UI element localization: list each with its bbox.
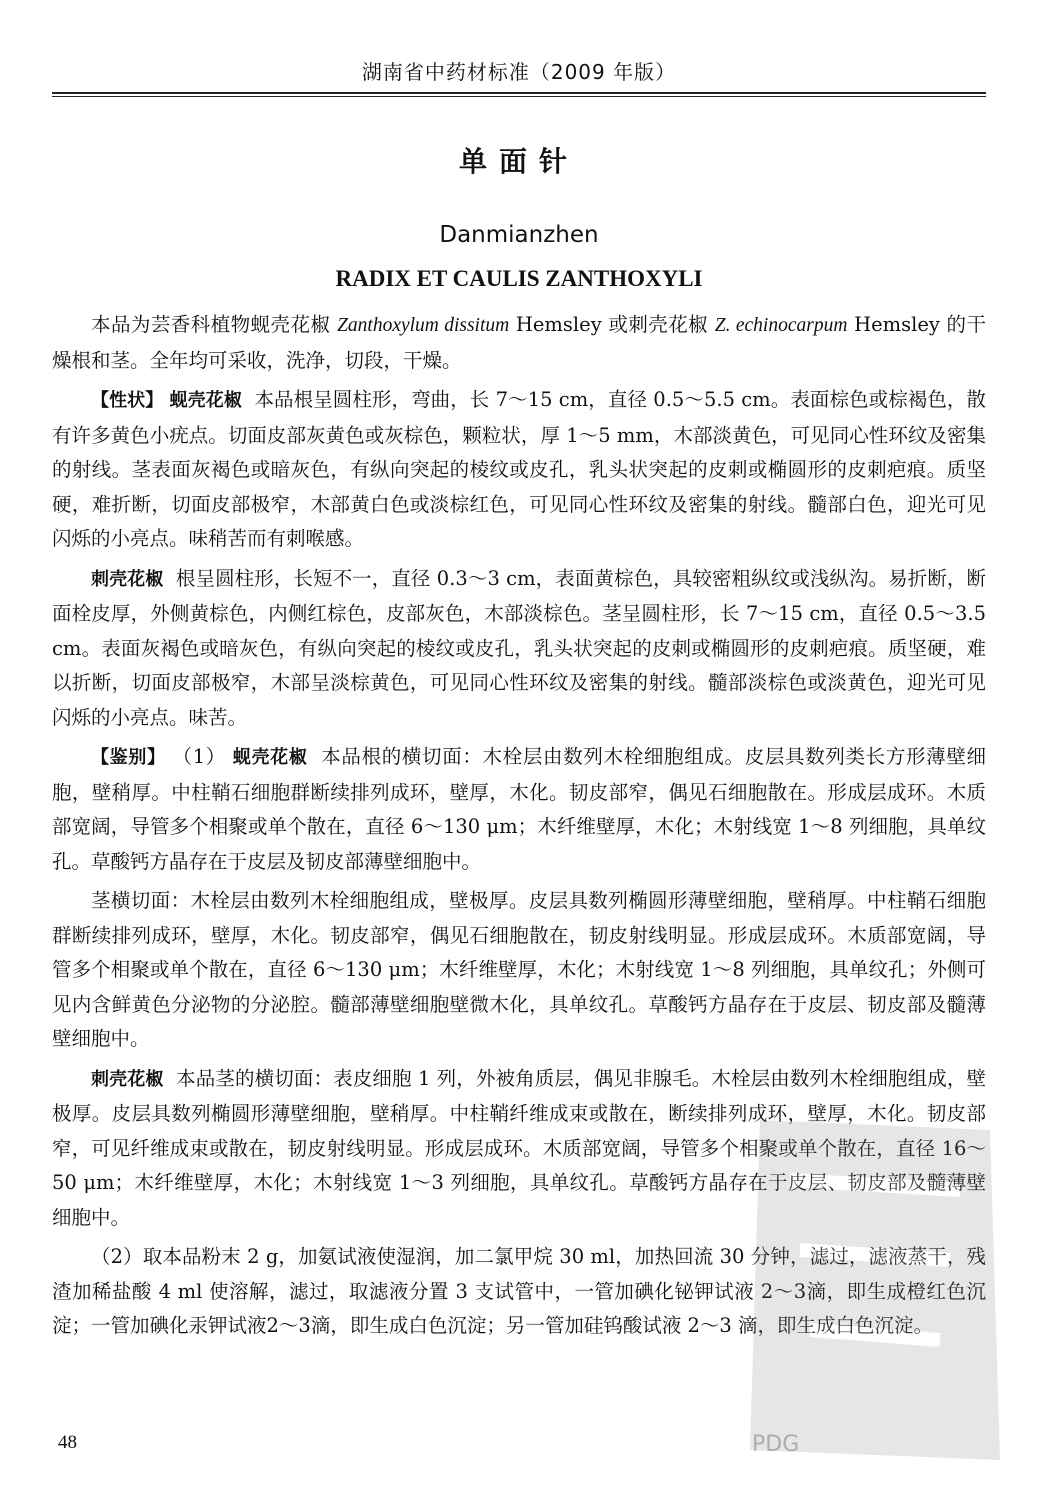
description-paragraph-2 xyxy=(52,562,986,736)
section-label-identification: 【鉴别】 xyxy=(91,747,166,768)
species-label-2: 刺壳花椒 xyxy=(91,568,164,590)
identification-paragraph-1 xyxy=(52,740,986,879)
species-label-1: 蚬壳花椒 xyxy=(169,390,242,411)
species2-section-text: 本品茎的横切面：表皮细胞 1 列，外被角质层，偶见非腺毛。木栓层由数列木栓细胞组成，壁极厚。皮层具数列椭圆形薄壁细胞，壁稍厚。中柱鞘纤维成束或散在，断续排列成环，壁厚，木化。韧皮部窄，可见纤维成束或散在，韧皮射线明显。形成层成环。木质部宽阔，导管多个相聚或单个散在，直径 16～50 μm；木纤维壁厚，木化；木射线宽 1～3 列细胞，具单纹孔。草酸钙方晶存在于皮层、韧皮部及髓薄壁细胞中。 xyxy=(52,1066,987,1229)
intro-text-a: 本品为芸香科植物蚬壳花椒 xyxy=(91,313,331,336)
description-paragraph-1 xyxy=(52,383,986,557)
root-section-text: 本品根的横切面：木栓层由数列木栓细胞组成。皮层具数列类长方形薄壁细胞，壁稍厚。中柱鞘石细胞群断续排列成环，壁厚，木化。韧皮部窄，偶见石细胞散在。形成层成环。木质部宽阔，导管多个相聚或单个散在，直径 6～130 μm；木纤维壁厚，木化；木射线宽 1～8 列细胞，具单纹孔。草酸钙方晶存在于皮层及韧皮部薄壁细胞中。 xyxy=(52,745,987,873)
latin-name: RADIX ET CAULIS ZANTHOXYLI xyxy=(335,266,703,291)
species-name-1: Zanthoxylum dissitum xyxy=(337,315,510,336)
item-number-1: （1） xyxy=(172,745,226,768)
description-text-2: 根呈圆柱形，长短不一，直径 0.3～3 cm，表面黄棕色，具较密粗纵纹或浅纵沟。易折断，断面栓皮厚，外侧黄棕色，内侧红棕色，皮部灰色，木部淡棕色。茎呈圆柱形，长 7～15 cm，直径 0.5～3.5 cm。表面灰褐色或暗灰色，有纵向突起的棱纹或皮孔，乳头状突起的皮刺或椭圆形的皮刺疤痕。质坚硬，难以折断，切面皮部极窄，木部呈淡棕黄色，可见同心性环纹及密集的射线。髓部淡棕色或淡黄色，迎光可见闪烁的小亮点。味苦。 xyxy=(52,566,987,729)
watermark-text: PDG xyxy=(752,1432,800,1457)
intro-paragraph xyxy=(52,308,986,378)
pinyin-name: Danmianzhen xyxy=(439,222,599,248)
identification-paragraph-2 xyxy=(52,884,986,1057)
identification-species-label-2: 刺壳花椒 xyxy=(91,1068,164,1090)
description-text-1: 本品根呈圆柱形，弯曲，长 7～15 cm，直径 0.5～5.5 cm。表面棕色或棕褐色，散有许多黄色小疣点。切面皮部灰黄色或灰棕色，颗粒状，厚 1～5 mm，木部淡黄色，可见同心性环纹及密集的射线。茎表面灰褐色或暗灰色，有纵向突起的棱纹或皮孔，乳头状突起的皮刺或椭圆形的皮刺疤痕。质坚硬，难折断，切面皮部极窄，木部黄白色或淡棕红色，可见同心性环纹及密集的射线。髓部白色，迎光可见闪烁的小亮点。味稍苦而有刺喉感。 xyxy=(52,388,987,550)
species-name-2: Z. echinocarpum xyxy=(714,315,848,336)
identification-species-label-1: 蚬壳花椒 xyxy=(232,747,308,768)
running-header: 湖南省中药材标准（2009 年版） xyxy=(361,60,677,84)
chemical-test-text: （2）取本品粉末 2 g，加氨试液使湿润，加二氯甲烷 30 ml，加热回流 30 分钟，滤过，滤液蒸干，残渣加稀盐酸 4 ml 使溶解，滤过，取滤液分置 3 支试管中，一管加碘化铋钾试液 2～3滴，即生成橙红色沉淀；一管加碘化汞钾试液2～3滴，即生成白色沉淀；另一管加硅钨酸试液 2～3 滴，即生成白色沉淀。 xyxy=(52,1245,986,1337)
intro-text-b: Hemsley 或刺壳花椒 xyxy=(515,313,709,336)
section-label-description: 【性状】 xyxy=(91,390,164,411)
intro-text-c: Hemsley 的干燥根和茎。全年均可采收，洗净，切段，干燥。 xyxy=(52,313,986,372)
page-number: 48 xyxy=(58,1432,77,1453)
stem-section-text: 茎横切面：木栓层由数列木栓细胞组成，壁极厚。皮层具数列椭圆形薄壁细胞，壁稍厚。中柱鞘石细胞群断续排列成环，壁厚，木化。韧皮部窄，偶见石细胞散在，韧皮射线明显。形成层成环。木质部宽阔，导管多个相聚或单个散在，直径 6～130 μm；木纤维壁厚，木化；木射线宽 1～8 列细胞，具单纹孔；外侧可见内含鲜黄色分泌物的分泌腔。髓部薄壁细胞壁微木化，具单纹孔。草酸钙方晶存在于皮层、韧皮部及髓薄壁细胞中。 xyxy=(52,889,986,1050)
seal-watermark-icon xyxy=(720,1100,1020,1480)
page-title: 单面针 xyxy=(458,145,579,178)
header-rule-thin xyxy=(52,96,986,97)
header-rule xyxy=(52,92,986,94)
